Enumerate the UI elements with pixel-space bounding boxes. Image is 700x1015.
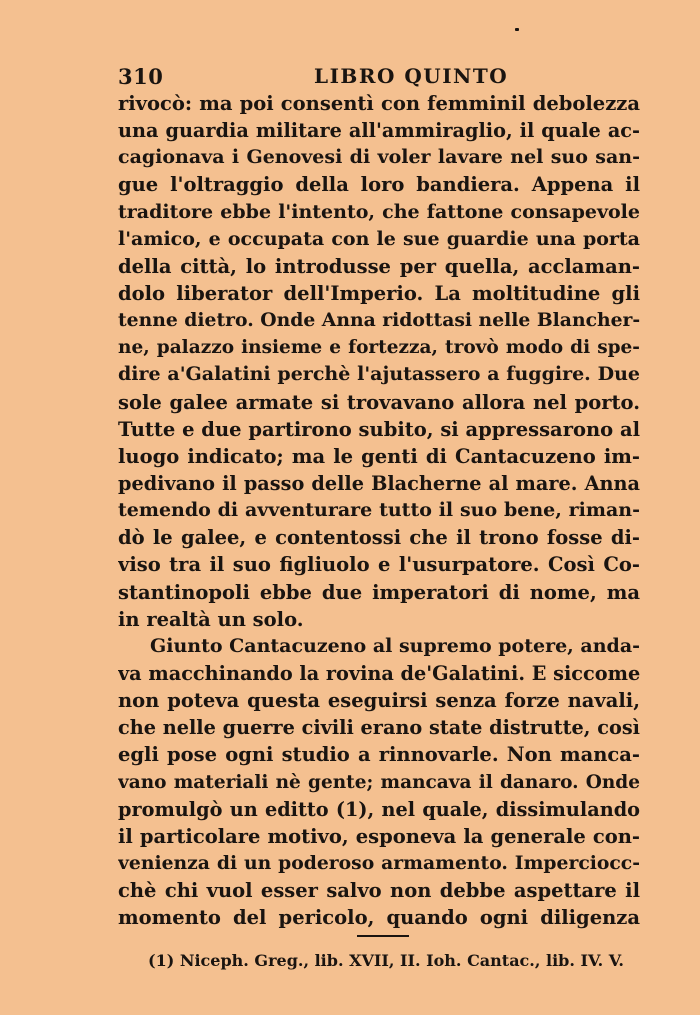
footnote: (1) Niceph. Greg., lib. XVII, II. Ioh. Cantac., lib. IV. V. (148, 951, 624, 970)
text-line: momento del pericolo, quando ogni diligenza (118, 906, 640, 930)
text-line: temendo di avventurare tutto il suo bene, riman- (118, 499, 640, 522)
text-line: tenne dietro. Onde Anna ridottasi nelle Blancher- (118, 309, 640, 332)
text-line: dolo liberator dell'Imperio. La moltitudine gli (118, 281, 640, 305)
text-line: Tutte e due partirono subito, si appressarono al (118, 417, 640, 441)
text-line: sole galee armate si trovavano allora nel porto. (118, 390, 640, 414)
text-line: ne, palazzo insieme e fortezza, trovò modo di spe- (118, 337, 640, 359)
text-line: una guardia militare all'ammiraglio, il quale ac- (118, 119, 640, 143)
text-line: gue l'oltraggio della loro bandiera. Appena il (118, 173, 640, 197)
text-line: rivocò: ma poi consentì con femminil debolezza (118, 92, 640, 115)
text-line: venienza di un poderoso armamento. Imperciocc- (118, 851, 640, 874)
text-line: dò le galee, e contentossi che il trono fosse di- (118, 526, 640, 550)
text-line: il particolare motivo, esponeva la generale con- (118, 824, 640, 848)
page-number: 310 (118, 64, 164, 89)
text-line: dire a'Galatini perchè l'ajutassero a fuggire. Due (118, 363, 640, 386)
text-line: luogo indicato; ma le genti di Cantacuzeno im- (118, 444, 640, 468)
text-line: traditore ebbe l'intento, che fattone consapevole (118, 200, 640, 223)
running-title: LIBRO QUINTO (314, 64, 509, 88)
text-line: l'amico, e occupata con le sue guardie una porta (118, 227, 640, 250)
text-line: cagionava i Genovesi di voler lavare nel suo san- (118, 146, 640, 169)
text-line: che nelle guerre civili erano state distrutte, così (118, 716, 640, 740)
text-line: non poteva questa eseguirsi senza forze navali, (118, 689, 640, 713)
text-line: della città, lo introdusse per quella, acclaman- (118, 254, 640, 278)
text-line: egli pose ogni studio a rinnovarle. Non manca- (118, 743, 640, 767)
ink-speck (515, 28, 519, 31)
text-line: vano materiali nè gente; mancava il danaro. Onde (118, 771, 640, 793)
text-line: stantinopoli ebbe due imperatori di nome, ma (118, 580, 640, 604)
paragraph-start-line: Giunto Cantacuzeno al supremo potere, anda- (150, 634, 640, 657)
text-line: chè chi vuol esser salvo non debbe aspettare il (118, 879, 640, 903)
body-text (118, 90, 640, 931)
paragraph-end-line: in realtà un solo. (118, 607, 304, 631)
text-line: promulgò un editto (1), nel quale, dissimulando (118, 797, 640, 821)
text-line: va macchinando la rovina de'Galatini. E siccome (118, 661, 640, 685)
text-line: pedivano il passo delle Blacherne al mare. Anna (118, 471, 640, 495)
footnote-rule (357, 935, 409, 937)
text-line: viso tra il suo figliuolo e l'usurpatore. Così Co- (118, 553, 640, 577)
